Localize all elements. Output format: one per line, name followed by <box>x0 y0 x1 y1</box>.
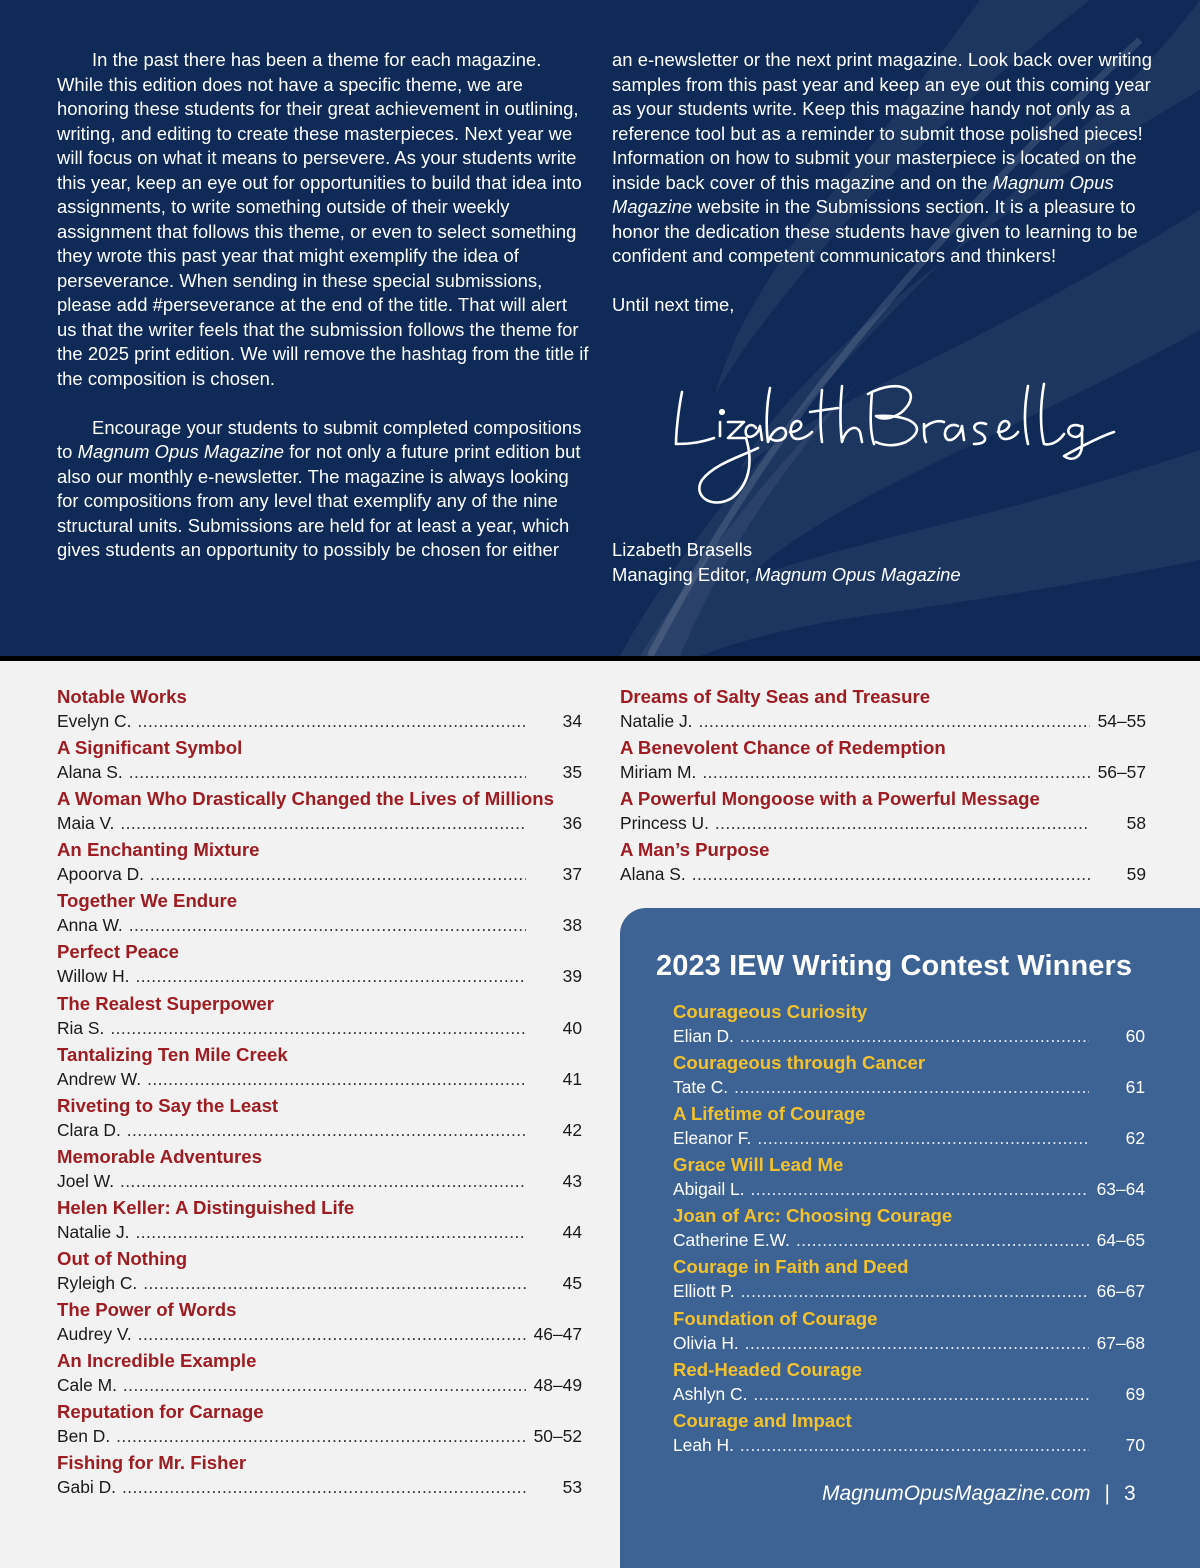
toc-entry-page: 40 <box>562 1017 582 1038</box>
toc-entry-page: 63–64 <box>1096 1179 1145 1200</box>
toc-entry-title[interactable]: Courageous through Cancer <box>673 1052 926 1074</box>
toc-entry-row <box>57 1067 582 1091</box>
toc-entry-title[interactable]: The Power of Words <box>57 1299 237 1321</box>
toc-entry-page: 50–52 <box>533 1426 582 1447</box>
toc-entry-title[interactable]: Courage and Impact <box>673 1409 852 1431</box>
toc-entry-author: Clara D. <box>57 1119 121 1140</box>
magazine-title-italic: Magnum Opus Magazine <box>755 563 961 585</box>
dot-leader <box>147 1067 526 1091</box>
toc-entry[interactable] <box>57 684 582 735</box>
toc-entry-author: Princess U. <box>620 813 709 834</box>
toc-entry[interactable] <box>57 1144 582 1195</box>
toc-entry-page: 36 <box>562 813 582 834</box>
toc-entry[interactable] <box>673 1101 1145 1152</box>
toc-entry-author: Ashlyn C. <box>673 1383 748 1404</box>
toc-entry-author: Joel W. <box>57 1170 115 1191</box>
dot-leader <box>745 1331 1089 1355</box>
toc-entry-title[interactable]: Dreams of Salty Seas and Treasure <box>620 686 931 707</box>
toc-entry-page: 59 <box>1126 864 1146 885</box>
dot-leader <box>692 862 1090 886</box>
contest-title: 2023 IEW Writing Contest Winners <box>656 950 1133 982</box>
toc-entry-row <box>673 1126 1145 1150</box>
toc-entry-title[interactable]: A Powerful Mongoose with a Powerful Message <box>620 788 1040 810</box>
toc-entry-author: Audrey V. <box>57 1324 132 1345</box>
toc-entry-row <box>57 862 582 886</box>
toc-entry-author: Andrew W. <box>57 1068 142 1089</box>
dot-leader <box>138 1322 526 1346</box>
toc-entry-title[interactable]: An Incredible Example <box>57 1350 257 1372</box>
toc-entry-author: Natalie J. <box>620 711 693 731</box>
dot-leader <box>127 1118 526 1142</box>
toc-entry-title[interactable]: Perfect Peace <box>57 941 179 963</box>
letter-text: Encourage your students to submit completed compositions to <box>57 416 582 462</box>
toc-entry-row <box>57 1169 582 1193</box>
toc-entry-title[interactable]: A Significant Symbol <box>57 737 243 759</box>
toc-right-column <box>620 684 1146 888</box>
toc-entry-row <box>57 1118 582 1142</box>
toc-entry-row <box>620 760 1146 784</box>
letter-paragraph: In the past there has been a theme for each magazine. While this edition does not have a specific theme, we are honoring these students for their great achievement in outlining, writing, and editing to create these masterpieces. Next year we will focus on what it means to persevere. As your students write this year, keep an eye out for opportunities to build that idea into assignments, to write something outside of their weekly assignment that follows this theme, or even to select something they wrote this past year that might exemplify the idea of perseverance. When sending in these special submissions, please add #perseverance at the end of the title. That will alert us that the writer feels that the submission follows the theme for the 2025 print edition. We will remove the hashtag from the title if the composition is chosen. <box>57 49 589 389</box>
toc-entry-page: 34 <box>562 711 582 731</box>
toc-entry-author: Cale M. <box>57 1375 117 1396</box>
toc-entry-row <box>620 811 1146 835</box>
toc-entry-author: Leah H. <box>673 1434 734 1455</box>
toc-entry[interactable] <box>620 684 1146 735</box>
toc-entry-row <box>57 709 582 733</box>
dot-leader <box>796 1228 1089 1252</box>
signer-name: Lizabeth Brasells <box>612 539 753 560</box>
dot-leader <box>136 1220 527 1244</box>
dot-leader <box>143 1271 526 1295</box>
toc-entry[interactable] <box>57 888 582 939</box>
page-footer <box>822 1482 1136 1506</box>
site-link[interactable]: MagnumOpusMagazine.com <box>822 1482 1091 1505</box>
toc-entry[interactable] <box>673 1306 1145 1357</box>
letter-paragraph <box>612 48 1157 269</box>
toc-entry[interactable] <box>673 999 1145 1050</box>
toc-entry-row <box>57 1424 582 1448</box>
toc-entry-page: 37 <box>562 864 582 885</box>
letter-right-column <box>612 48 1157 318</box>
dot-leader <box>702 760 1090 784</box>
toc-entry-row <box>673 1075 1145 1099</box>
toc-entry-row <box>620 862 1146 886</box>
page-number: 3 <box>1123 1482 1136 1505</box>
toc-entry-author: Catherine E.W. <box>673 1230 790 1251</box>
toc-entry-row <box>673 1279 1145 1303</box>
toc-entry-row <box>673 1433 1145 1457</box>
toc-entry[interactable] <box>57 1348 582 1399</box>
toc-entry-title[interactable]: Together We Endure <box>57 890 238 912</box>
toc-left-column <box>57 684 582 1502</box>
toc-entry-row <box>57 1016 582 1040</box>
toc-entry-row <box>57 1271 582 1295</box>
toc-entry-author: Evelyn C. <box>57 711 132 731</box>
toc-entry[interactable] <box>57 1195 582 1246</box>
toc-entry-author: Anna W. <box>57 915 123 936</box>
toc-entry-row <box>57 1475 582 1499</box>
toc-entry[interactable] <box>57 939 582 990</box>
signer-role-text: Managing Editor, <box>612 563 756 585</box>
toc-entry-title[interactable]: The Realest Superpower <box>57 992 274 1014</box>
toc-entry[interactable] <box>57 991 582 1042</box>
letter-text: for not only a future print edition but also our monthly e-newsletter. The magazine is always looking for compositions from any level that exemplify any of the nine structural units. Submissions are held for at least a year, which gives students an opportunity to possibly be chosen for either <box>57 441 581 560</box>
toc-entry-title[interactable]: A Lifetime of Courage <box>673 1103 866 1125</box>
toc-entry-author: Tate C. <box>673 1077 729 1098</box>
toc-entry[interactable] <box>57 786 582 837</box>
toc-entry-row <box>673 1228 1145 1252</box>
toc-entry-author: Elian D. <box>673 1026 734 1046</box>
toc-entry-title[interactable]: Courage in Faith and Deed <box>673 1256 909 1278</box>
toc-entry[interactable] <box>673 1203 1145 1254</box>
dot-leader <box>129 760 526 784</box>
letter-section <box>0 0 1200 656</box>
toc-entry-row <box>57 1220 582 1244</box>
toc-entry-page: 56–57 <box>1097 762 1146 783</box>
toc-entry-page: 41 <box>562 1068 582 1089</box>
toc-entry-page: 54–55 <box>1097 711 1146 731</box>
toc-entry[interactable] <box>673 1357 1145 1408</box>
toc-entry-author: Alana S. <box>620 864 686 885</box>
toc-entry-title[interactable]: Notable Works <box>57 686 187 707</box>
toc-entry-page: 67–68 <box>1096 1332 1145 1353</box>
toc-entry-page: 46–47 <box>533 1324 582 1345</box>
toc-entry-title[interactable]: A Benevolent Chance of Redemption <box>620 737 946 759</box>
dot-leader <box>120 1169 526 1193</box>
toc-entry-page: 42 <box>562 1119 582 1140</box>
dot-leader <box>740 1024 1089 1048</box>
dot-leader <box>715 811 1090 835</box>
toc-entry-title[interactable]: Tantalizing Ten Mile Creek <box>57 1043 288 1065</box>
toc-entry-row <box>57 1373 582 1397</box>
toc-entry-page: 44 <box>562 1221 582 1242</box>
toc-entry-row <box>57 1322 582 1346</box>
letter-text: website in the Submissions section. It is a pleasure to honor the dedication these students have given to learning to be confident and competent communicators and thinkers! <box>612 196 1138 266</box>
toc-entry[interactable] <box>673 1408 1145 1459</box>
dot-leader <box>751 1177 1089 1201</box>
contest-list <box>673 999 1145 1459</box>
toc-entry-author: Apoorva D. <box>57 864 144 885</box>
dot-leader <box>740 1433 1089 1457</box>
toc-entry-row <box>57 964 582 988</box>
toc-entry-title[interactable]: Helen Keller: A Distinguished Life <box>57 1196 355 1218</box>
toc-entry-page: 43 <box>562 1170 582 1191</box>
letter-text: an e-newsletter or the next print magazine. Look back over writing samples from this past year and keep an eye out this coming year as your students write. Keep this magazine handy not only as a reference tool but as a reminder to submit those polished pieces! Information on how to submit your masterpiece is located on the inside back cover of this magazine and on the <box>612 49 1152 193</box>
toc-entry-author: Ria S. <box>57 1017 105 1038</box>
toc-entry-page: 58 <box>1126 813 1146 834</box>
toc-entry[interactable] <box>620 786 1146 837</box>
dot-leader <box>753 1382 1089 1406</box>
toc-entry[interactable] <box>673 1152 1145 1203</box>
toc-entry-page: 62 <box>1125 1128 1145 1149</box>
dot-leader <box>137 709 526 733</box>
toc-entry-title[interactable]: Riveting to Say the Least <box>57 1094 279 1116</box>
toc-entry-page: 61 <box>1125 1077 1145 1098</box>
toc-entry[interactable] <box>620 735 1146 786</box>
toc-entry-page: 66–67 <box>1096 1281 1145 1302</box>
toc-entry-title[interactable]: Memorable Adventures <box>57 1145 262 1167</box>
toc-entry-page: 70 <box>1125 1434 1145 1455</box>
toc-entry-title[interactable]: Reputation for Carnage <box>57 1401 264 1423</box>
dot-leader <box>734 1075 1089 1099</box>
toc-entry[interactable] <box>57 1093 582 1144</box>
magazine-title-italic: Magnum Opus Magazine <box>612 171 1114 217</box>
contest-winners-box <box>620 908 1200 1568</box>
toc-entry-page: 69 <box>1125 1383 1145 1404</box>
toc-entry-row <box>673 1177 1145 1201</box>
toc-entry-title[interactable]: An Enchanting Mixture <box>57 839 260 861</box>
toc-entry[interactable] <box>57 1246 582 1297</box>
section-divider <box>0 656 1200 661</box>
toc-entry-page: 38 <box>562 915 582 936</box>
toc-entry-title[interactable]: A Woman Who Drastically Changed the Lives of Millions <box>57 788 554 810</box>
toc-entry-title[interactable]: Red-Headed Courage <box>673 1358 863 1380</box>
signature-icon <box>662 372 1122 512</box>
toc-entry-page: 48–49 <box>533 1375 582 1396</box>
toc-entry-author: Miriam M. <box>620 762 697 783</box>
toc-entry-title[interactable]: Out of Nothing <box>57 1248 188 1270</box>
toc-entry[interactable] <box>673 1254 1145 1305</box>
toc-entry[interactable] <box>57 1042 582 1093</box>
toc-entry-page: 53 <box>562 1477 582 1498</box>
toc-entry-author: Abigail L. <box>673 1179 745 1200</box>
dot-leader <box>120 811 526 835</box>
toc-entry[interactable] <box>57 1399 582 1450</box>
toc-entry-page: 35 <box>562 762 582 783</box>
letter-paragraph <box>57 416 589 563</box>
letter-left-column <box>57 48 589 563</box>
dot-leader <box>135 964 526 988</box>
toc-entry-author: Ryleigh C. <box>57 1273 138 1294</box>
toc-entry-title[interactable]: Joan of Arc: Choosing Courage <box>673 1205 953 1227</box>
dot-leader <box>150 862 526 886</box>
toc-entry-author: Elliott P. <box>673 1281 735 1302</box>
toc-entry-row <box>57 913 582 937</box>
toc-entry-row <box>673 1331 1145 1355</box>
toc-entry-author: Ben D. <box>57 1426 111 1447</box>
dot-leader <box>757 1126 1089 1150</box>
toc-entry[interactable] <box>57 735 582 786</box>
toc-entry-title[interactable]: Foundation of Courage <box>673 1307 878 1329</box>
toc-entry-page: 64–65 <box>1096 1230 1145 1251</box>
dot-leader <box>110 1016 526 1040</box>
toc-entry[interactable] <box>57 1297 582 1348</box>
toc-entry[interactable] <box>620 837 1146 888</box>
toc-entry-row <box>673 1382 1145 1406</box>
toc-entry-author: Alana S. <box>57 762 123 783</box>
dot-leader <box>129 913 526 937</box>
magazine-title-italic: Magnum Opus Magazine <box>77 441 285 462</box>
toc-entry[interactable] <box>57 1450 582 1501</box>
footer-separator: | <box>1104 1482 1110 1505</box>
toc-entry-author: Maia V. <box>57 813 115 834</box>
toc-entry-author: Willow H. <box>57 966 130 987</box>
toc-entry-author: Natalie J. <box>57 1221 130 1242</box>
dot-leader <box>123 1373 526 1397</box>
toc-entry-row <box>673 1024 1145 1048</box>
toc-entry-page: 39 <box>562 966 582 987</box>
dot-leader <box>116 1424 526 1448</box>
toc-entry-author: Eleanor F. <box>673 1128 752 1149</box>
dot-leader <box>741 1279 1089 1303</box>
signer-block <box>612 538 961 587</box>
toc-entry-author: Olivia H. <box>673 1332 739 1353</box>
letter-closing: Until next time, <box>612 294 735 315</box>
toc-entry-author: Gabi D. <box>57 1477 116 1498</box>
toc-entry-title[interactable]: A Man’s Purpose <box>620 839 770 861</box>
toc-entry-row <box>620 709 1146 733</box>
toc-entry-row <box>57 760 582 784</box>
toc-entry-page: 45 <box>562 1273 582 1294</box>
toc-entry-title[interactable]: Fishing for Mr. Fisher <box>57 1452 247 1474</box>
signer-role <box>612 563 961 588</box>
dot-leader <box>699 709 1091 733</box>
toc-entry[interactable] <box>673 1050 1145 1101</box>
toc-entry-row <box>57 811 582 835</box>
dot-leader <box>122 1475 526 1499</box>
toc-entry-title[interactable]: Courageous Curiosity <box>673 1001 868 1022</box>
toc-entry-page: 60 <box>1125 1026 1145 1046</box>
toc-entry[interactable] <box>57 837 582 888</box>
toc-entry-title[interactable]: Grace Will Lead Me <box>673 1154 844 1176</box>
